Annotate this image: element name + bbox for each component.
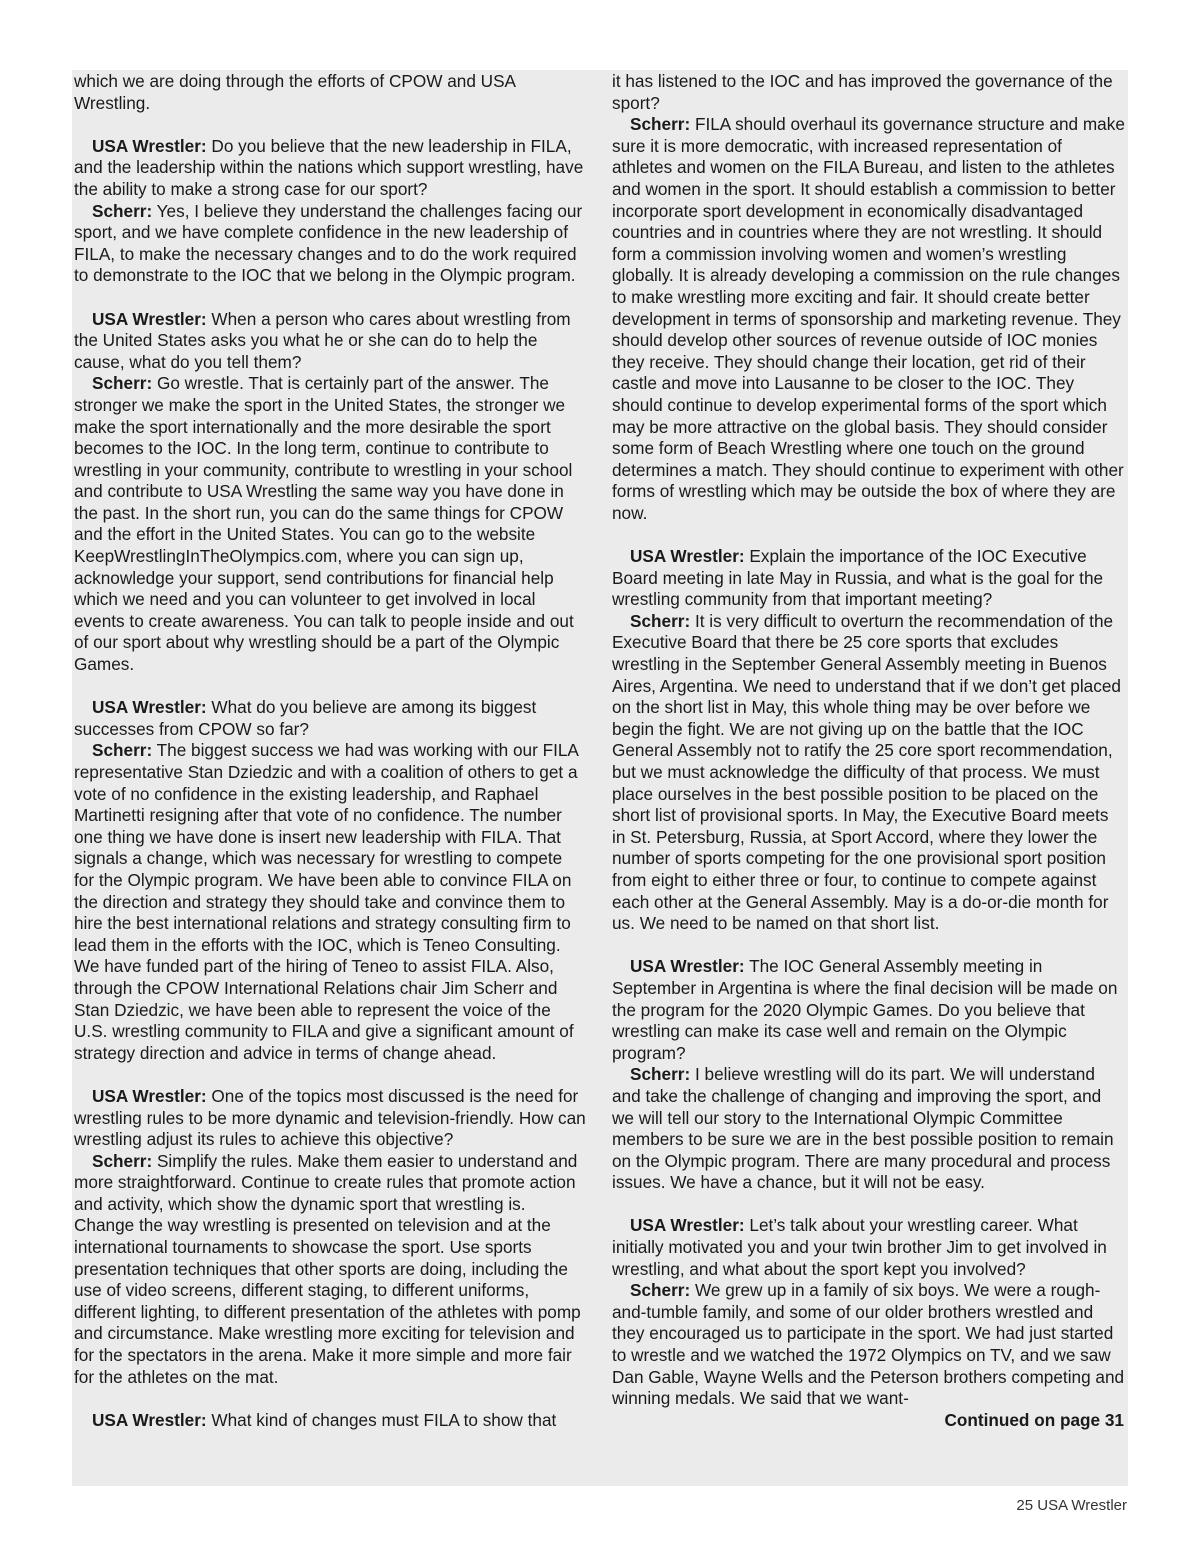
paragraph-text: The biggest success we had was working with our FILA representative Stan Dziedzic and with a coalition of others to get a vote of no confidence in the existing leadership, and Raphael Martinetti resigning after that vote of no confidence. The number one thing we have done is insert new leadership with FILA. That signals a change, which was necessary for wrestling to compete for the Olympic program. We have been able to convince FILA on the direction and strategy they should take and convince them to hire the best international relations and strategy consulting firm to lead them in the efforts with the IOC, which is Teneo Consulting. We have funded part of the hiring of Teneo to assist FILA. Also, through the CPOW International Relations chair Jim Scherr and Stan Dziedzic, we have been able to represent the voice of the U.S. wrestling community to FILA and give a significant amount of strategy direction and advice in terms of change ahead.	[74, 740, 578, 1063]
question-paragraph	[74, 697, 586, 740]
paragraph-text: The IOC General Assembly meeting in September in Argentina is where the final decision will be made on the program for the 2020 Olympic Games. Do you believe that wrestling can make its case well and remain on the Olympic program?	[612, 956, 1118, 1063]
paragraph-text: We grew up in a family of six boys. We were a rough-and-tumble family, and some of our older brothers wrestled and they encouraged us to participate in the sport. We had just started to wrestle and we watched the 1972 Olympics on TV, and we saw Dan Gable, Wayne Wells and the Peterson brothers competing and winning medals. We said that we want-	[612, 1280, 1125, 1409]
paragraph-text: Simplify the rules. Make them easier to understand and more straightforward. Continue to create rules that promote action and activity, which show the dynamic sport that wrestling is. Change the way wrestling is presented on television and at the international tournaments to showcase the sport. Use sports presentation techniques that other sports are doing, including the use of video screens, different staging, to different uniforms, different lighting, to different presentation of the athletes with pomp and circumstance. Make wrestling more exciting for television and for the spectators in the arena. Make it more simple and more fair for the athletes on the mat.	[74, 1150, 581, 1387]
paragraph-text: FILA should overhaul its governance structure and make sure it is more democratic, with increased representation of athletes and women on the FILA Bureau, and listen to the athletes and women in the sport. It should establish a commission to better incorporate sport development in economically disadvantaged countries and in countries where they are not wrestling. It should form a commission involving women and women’s wrestling globally. It is already developing a commission on the rule changes to make wrestling more exciting and fair. It should create better development in terms of sponsorship and marketing revenue. They should develop other sources of revenue outside of IOC monies they receive. They should change their location, get rid of their castle and move into Lausanne to be closer to the IOC. They should continue to develop experimental forms of the sport which may be more attractive on the global basis. They should consider some form of Beach Wrestling where one touch on the ground determines a match. They should continue to experiment with other forms of wrestling which may be outside the box of where they are now.	[612, 114, 1125, 523]
speaker-label: USA Wrestler:	[630, 546, 745, 567]
paragraph-text: Yes, I believe they understand the challenges facing our sport, and we have complete confidence in the new leadership of FILA, to make the necessary changes and to do the work required to demonstrate to the IOC that we belong in the Olympic program.	[74, 200, 583, 286]
answer-paragraph	[74, 740, 586, 1064]
speaker-label: Scherr:	[630, 1280, 691, 1301]
article-column-right	[612, 71, 1126, 1431]
paragraph-text: What kind of changes must FILA to show that	[206, 1409, 557, 1430]
speaker-label: USA Wrestler:	[92, 1409, 207, 1430]
paragraph-text: Let’s talk about your wrestling career. What initially motivated you and your twin brother Jim to get involved in wrestling, and what about the sport kept you involved?	[612, 1215, 1107, 1279]
speaker-label: Scherr:	[92, 373, 153, 394]
answer-paragraph	[612, 114, 1126, 524]
answer-paragraph	[612, 611, 1126, 935]
speaker-label: Scherr:	[630, 610, 691, 631]
question-paragraph	[612, 546, 1126, 611]
speaker-label: Scherr:	[92, 740, 153, 761]
answer-paragraph	[74, 1151, 586, 1389]
speaker-label: Scherr:	[92, 1150, 153, 1171]
question-paragraph	[74, 309, 586, 374]
article-column-left	[74, 71, 586, 1431]
paragraph: which we are doing through the efforts of CPOW and USA Wrestling.	[74, 71, 516, 113]
continued-on-page-link[interactable]: Continued on page 31	[944, 1409, 1124, 1430]
paragraph-text: Do you believe that the new leadership in FILA, and the leadership within the nations which support wrestling, have the ability to make a strong case for our sport?	[74, 135, 584, 199]
question-paragraph	[612, 1215, 1126, 1280]
paragraph-text: Explain the importance of the IOC Executive Board meeting in late May in Russia, and what is the goal for the wrestling community from that important meeting?	[612, 546, 1104, 610]
paragraph-text: What do you believe are among its biggest successes from CPOW so far?	[74, 697, 537, 739]
speaker-label: USA Wrestler:	[630, 1215, 745, 1236]
paragraph-text: When a person who cares about wrestling from the United States asks you what he or she can do to help the cause, what do you tell them?	[74, 308, 571, 372]
paragraph: it has listened to the IOC and has improved the governance of the sport?	[612, 71, 1113, 113]
question-paragraph	[74, 136, 586, 201]
question-paragraph	[74, 1086, 586, 1151]
question-paragraph	[612, 956, 1126, 1064]
speaker-label: USA Wrestler:	[92, 1085, 207, 1106]
speaker-label: Scherr:	[630, 114, 691, 135]
speaker-label: Scherr:	[630, 1064, 691, 1085]
paragraph-text: Go wrestle. That is certainly part of the answer. The stronger we make the sport in the United States, the stronger we make the sport internationally and the more desirable the sport becomes to the IOC. In the long term, continue to contribute to wrestling in your community, contribute to wrestling in your school and contribute to USA Wrestling the same way you have done in the past. In the short run, you can do the same things for CPOW and the effort in the United States. You can go to the website KeepWrestlingInTheOlympics.com, where you can sign up, acknowledge your support, send contributions for financial help which we need and you can volunteer to get involved in local events to create awareness. You can talk to people inside and out of our sport about why wrestling should be a part of the Olympic Games.	[74, 373, 574, 675]
answer-paragraph	[74, 373, 586, 675]
speaker-label: USA Wrestler:	[630, 956, 745, 977]
paragraph-text: It is very difficult to overturn the recommendation of the Executive Board that there be 25 core sports that excludes wrestling in the September General Assembly meeting in Buenos Aires, Argentina. We need to understand that if we don’t get placed on the short list in May, this whole thing may be over before we begin the fight. We are not giving up on the battle that the IOC General Assembly not to ratify the 25 core sport recommendation, but we must acknowledge the difficulty of that process. We must place ourselves in the best possible position to be placed on the short list of provisional sports. In May, the Executive Board meets in St. Petersburg, Russia, at Sport Accord, where they lower the number of sports competing for the one provisional sport position from eight to either three or four, to continue to compete against each other at the General Assembly. May is a do-or-die month for us. We need to be named on that short list.	[612, 610, 1121, 934]
speaker-label: USA Wrestler:	[92, 697, 207, 718]
answer-paragraph	[74, 201, 586, 287]
speaker-label: USA Wrestler:	[92, 135, 207, 156]
speaker-label: USA Wrestler:	[92, 308, 207, 329]
page-folio: 25 USA Wrestler	[1016, 1497, 1127, 1514]
question-paragraph	[74, 1410, 586, 1432]
paragraph-text: One of the topics most discussed is the need for wrestling rules to be more dynamic and television-friendly. How can wrestling adjust its rules to achieve this objective?	[74, 1085, 586, 1150]
answer-paragraph	[612, 1280, 1126, 1410]
answer-paragraph	[612, 1064, 1126, 1194]
speaker-label: Scherr:	[92, 200, 153, 221]
paragraph-text: I believe wrestling will do its part. We will understand and take the challenge of changing and improving the sport, and we will tell our story to the International Olympic Committee members to be sure we are in the best possible position to remain on the Olympic program. There are many procedural and process issues. We have a chance, but it will not be easy.	[612, 1064, 1114, 1193]
